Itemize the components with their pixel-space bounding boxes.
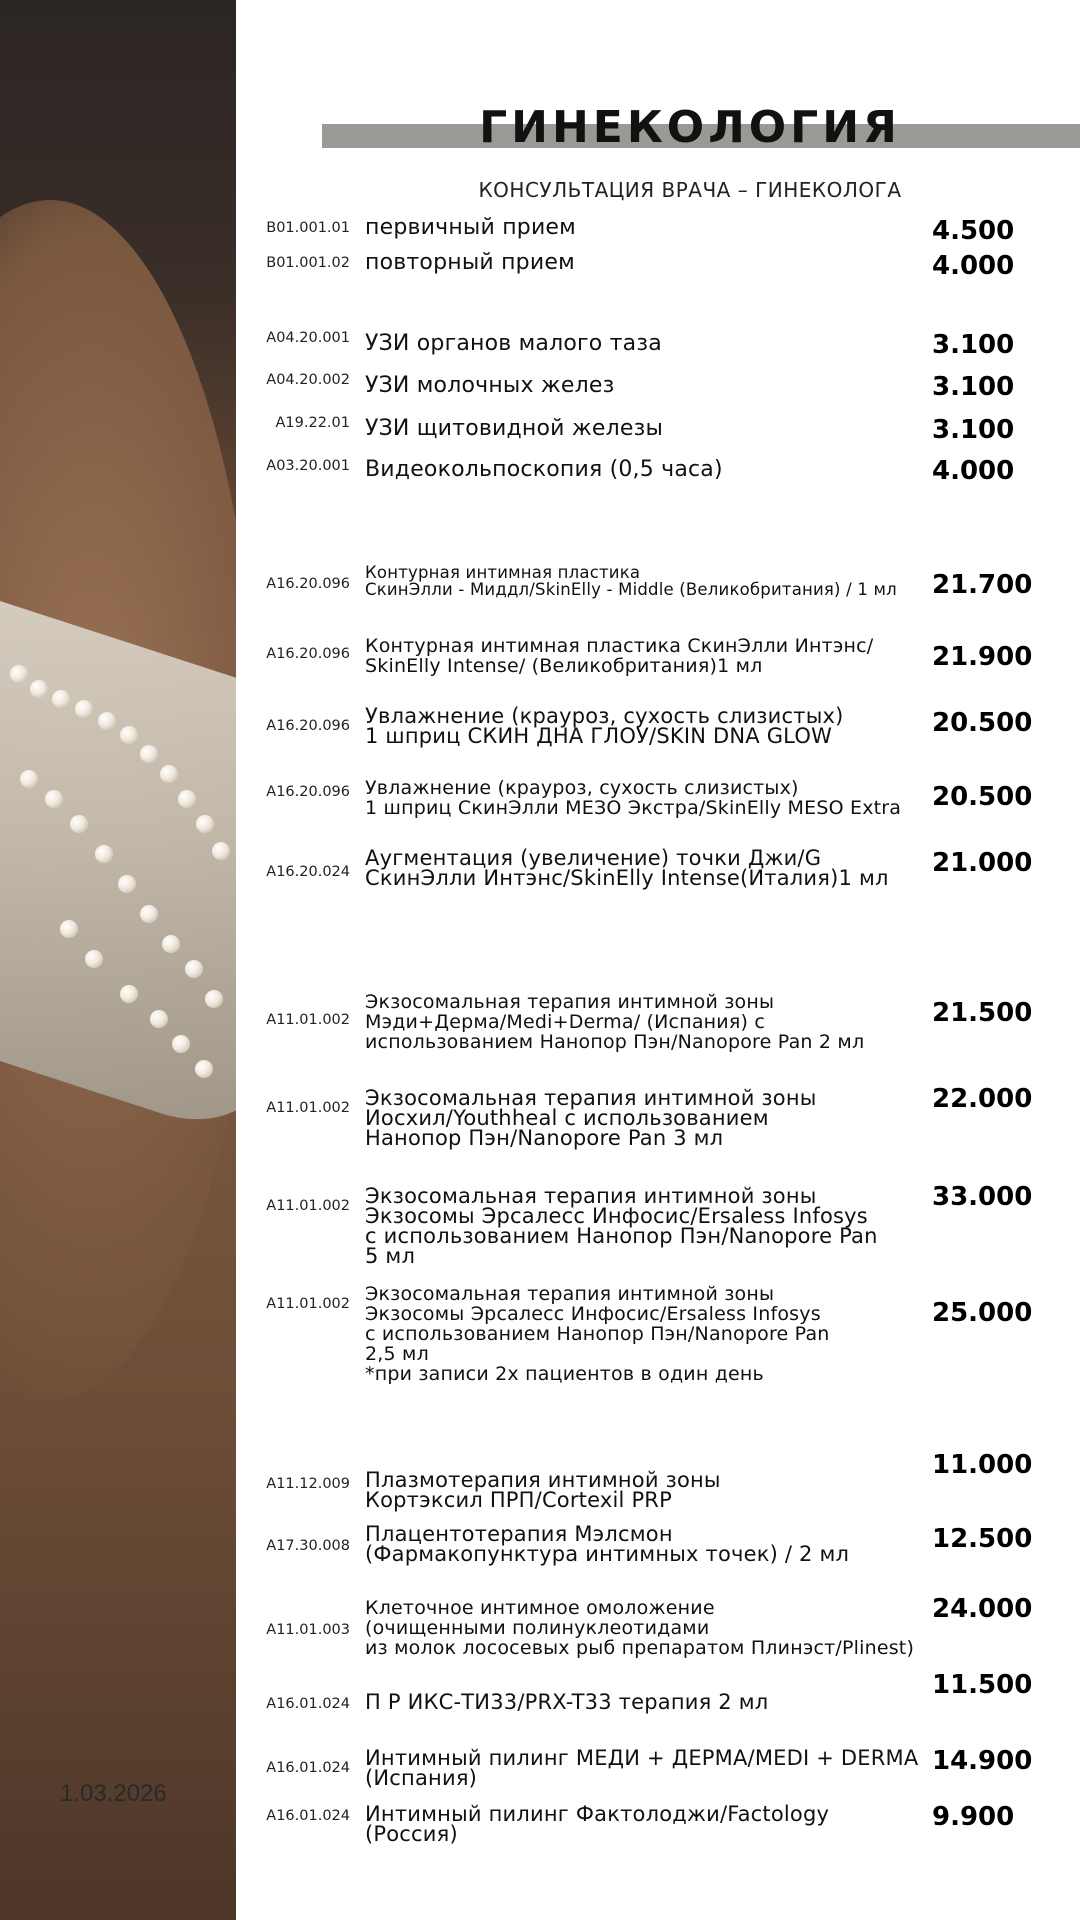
service-name: повторный прием [365,250,575,275]
service-name: УЗИ органов малого таза [365,331,662,356]
service-price: 21.700 [932,570,1033,600]
service-name: Экзосомальная терапия интимной зоны Мэди+Дерма/Medi+Derma/ (Испания) с использованием Нанопор Пэн/Nanopore Pan 2 мл [365,991,865,1053]
pearl-icon [178,790,196,808]
date-label: 1.03.2026 [60,1780,167,1807]
service-code: A19.22.01 [275,415,350,431]
pearl-icon [185,960,203,978]
service-code: A11.12.009 [266,1476,350,1492]
service-price: 21.500 [932,998,1033,1028]
service-price: 20.500 [932,782,1033,812]
pearl-icon [205,990,223,1008]
service-price: 21.000 [932,848,1033,878]
pearl-icon [60,920,78,938]
service-name: Экзосомальная терапия интимной зоны Экзосомы Эрсалесс Инфосис/Ersaless Infosys с использованием Нанопор Пэн/Nanopore Pan 5 мл [365,1184,878,1268]
pearl-icon [120,726,138,744]
service-code: A17.30.008 [266,1538,350,1554]
service-name: Интимный пилинг Фактолоджи/Factology (Россия) [365,1802,830,1846]
service-code: A16.20.096 [266,784,350,800]
pearl-icon [10,665,28,683]
pearl-icon [20,770,38,788]
pearl-icon [196,815,214,833]
service-code: A11.01.002 [266,1012,350,1028]
service-name: первичный прием [365,215,576,240]
service-name: Контурная интимная пластика СкинЭлли Интэнс/ SkinElly Intense/ (Великобритания)1 мл [365,635,874,677]
service-name: Увлажнение (крауроз, сухость слизистых) 1 шприц СкинЭлли МЕЗО Экстра/SkinElly MESO Extra [365,777,902,819]
pearl-icon [45,790,63,808]
pearl-icon [160,765,178,783]
service-code: A11.01.002 [266,1100,350,1116]
pearl-icon [118,875,136,893]
service-name: П Р ИКС-ТИ33/PRX-T33 терапия 2 мл [365,1690,769,1714]
pearl-icon [195,1060,213,1078]
service-price: 21.900 [932,642,1033,672]
service-code: A16.20.096 [266,646,350,662]
service-price: 11.500 [932,1670,1033,1700]
pearl-icon [140,905,158,923]
service-name: Плазмотерапия интимной зоны Кортэксил ПРП/Cortexil PRP [365,1468,721,1512]
pearl-icon [75,700,93,718]
pearl-icon [140,745,158,763]
pearl-icon [120,985,138,1003]
pearl-icon [95,845,113,863]
pearl-icon [212,842,230,860]
service-code: A04.20.001 [266,330,350,346]
service-code: A11.01.002 [266,1296,350,1312]
service-name: Интимный пилинг МЕДИ + ДЕРМА/MEDI + DERMA (Испания) [365,1746,919,1790]
service-name: Клеточное интимное омоложение (очищенными полинуклеотидами из молок лососевых рыб препаратом Плинэст/Plinest) [365,1597,915,1659]
service-price: 4.000 [932,251,1015,281]
pearl-icon [150,1010,168,1028]
service-code: B01.001.01 [266,220,350,236]
service-code: A11.01.002 [266,1198,350,1214]
service-code: A16.20.024 [266,864,350,880]
service-name: Экзосомальная терапия интимной зоны Экзосомы Эрсалесс Инфосис/Ersaless Infosys с использованием Нанопор Пэн/Nanopore Pan 2,5 мл *при записи 2х пациентов в один день [365,1283,830,1385]
service-code: A16.20.096 [266,718,350,734]
service-name: Видеокольпоскопия (0,5 часа) [365,457,723,482]
service-code: A04.20.002 [266,372,350,388]
service-name: Контурная интимная пластика СкинЭлли - Миддл/SkinElly - Middle (Великобритания) / 1 мл [365,563,897,599]
service-price: 3.100 [932,372,1015,402]
service-code: B01.001.02 [266,255,350,271]
pearl-icon [85,950,103,968]
decorative-photo [0,0,236,1920]
service-name: Аугментация (увеличение) точки Джи/G СкинЭлли Интэнс/SkinElly Intense(Италия)1 мл [365,846,889,890]
pearl-icon [30,680,48,698]
service-code: A11.01.003 [266,1622,350,1638]
service-price: 33.000 [932,1182,1033,1212]
service-name: Плацентотерапия Мэлсмон (Фармакопунктура интимных точек) / 2 мл [365,1522,850,1566]
service-price: 24.000 [932,1594,1033,1624]
service-price: 25.000 [932,1298,1033,1328]
service-name: УЗИ молочных желез [365,373,615,398]
service-name: УЗИ щитовидной железы [365,416,664,441]
pearl-icon [172,1035,190,1053]
service-code: A16.20.096 [266,576,350,592]
page-title-text: ГИНЕКОЛОГИЯ [479,102,901,153]
service-code: A03.20.001 [266,458,350,474]
service-price: 4.500 [932,216,1015,246]
pearl-icon [162,935,180,953]
service-code: A16.01.024 [266,1696,350,1712]
service-price: 4.000 [932,456,1015,486]
service-name: Увлажнение (крауроз, сухость слизистых) 1 шприц СКИН ДНА ГЛОУ/SKIN DNA GLOW [365,704,844,748]
service-price: 22.000 [932,1084,1033,1114]
service-price: 12.500 [932,1524,1033,1554]
page-title [322,98,1058,158]
pearl-icon [52,690,70,708]
pearl-icon [98,712,116,730]
service-price: 14.900 [932,1746,1033,1776]
section-subtitle: КОНСУЛЬТАЦИЯ ВРАЧА – ГИНЕКОЛОГА [478,178,902,202]
service-price: 3.100 [932,330,1015,360]
service-price: 9.900 [932,1802,1015,1832]
service-code: A16.01.024 [266,1760,350,1776]
service-price: 20.500 [932,708,1033,738]
service-code: A16.01.024 [266,1808,350,1824]
service-price: 11.000 [932,1450,1033,1480]
service-price: 3.100 [932,415,1015,445]
service-name: Экзосомальная терапия интимной зоны Иосхил/Youthheal с использованием Нанопор Пэн/Nanopore Pan 3 мл [365,1086,817,1150]
pearl-icon [70,815,88,833]
